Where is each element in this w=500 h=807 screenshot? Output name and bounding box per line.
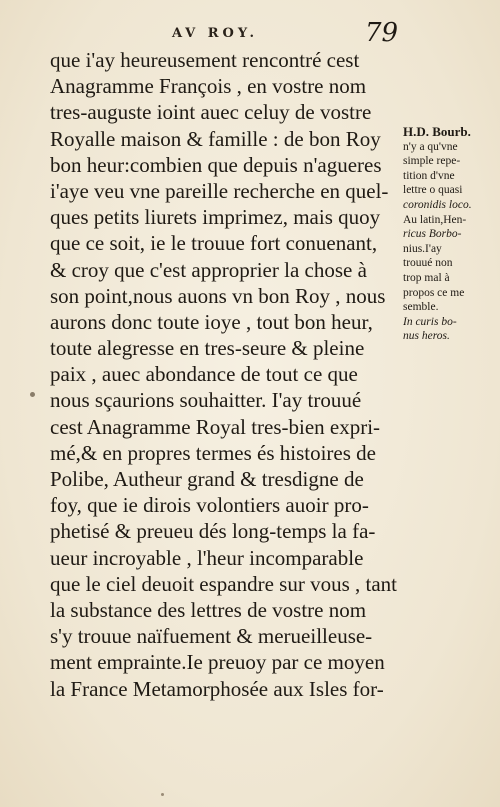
ink-speck [161, 793, 164, 796]
margin-note-line: nus heros. [403, 330, 450, 343]
text-line: phetisé & preueu dés long-temps la fa- [50, 519, 376, 544]
margin-note-line: Au latin,Hen- [403, 213, 467, 226]
text-line: que ce soit, ie le trouue fort conuenant, [50, 231, 378, 256]
text-line: tres-auguste ioint auec celuy de vostre [50, 100, 372, 125]
margin-note-line: tition d'vne [403, 169, 455, 182]
body-text [50, 47, 400, 702]
page-header [0, 18, 500, 48]
text-line: ment emprainte.Ie preuoy par ce moyen [50, 650, 385, 675]
margin-note-line: simple repe- [403, 155, 461, 168]
margin-note-line: lettre o quasi [403, 184, 463, 197]
text-line: la substance des lettres de vostre nom [50, 597, 367, 622]
text-line: s'y trouue naïfuement & merueilleuse- [50, 624, 373, 649]
text-line: paix , auec abondance de tout ce que [50, 362, 358, 387]
margin-note-line: H.D. Bourb. [403, 125, 471, 139]
text-line: la France Metamorphosée aux Isles for- [50, 676, 384, 701]
text-line: mé,& en propres termes és histoires de [50, 440, 376, 465]
margin-note-line: trop mal à [403, 271, 450, 284]
margin-note-line: n'y a qu'vne [403, 140, 458, 153]
ink-mark [30, 392, 35, 397]
text-line: & croy que c'est approprier la chose à [50, 257, 367, 282]
margin-note-line: ricus Borbo- [403, 228, 462, 241]
text-line: bon heur:combien que depuis n'agueres [50, 152, 382, 177]
text-line: Polibe, Autheur grand & tresdigne de [50, 467, 364, 491]
text-line: que le ciel deuoit espandre sur vous , tant [50, 571, 397, 596]
margin-note-line: nius.I'ay [403, 242, 442, 255]
text-line: aurons donc toute ioye , tout bon heur, [50, 309, 373, 334]
text-line: Royalle maison & famille : de bon Roy [50, 126, 381, 151]
margin-note-line: propos ce me [403, 286, 465, 299]
text-line: Anagramme François , en vostre nom [50, 74, 367, 99]
text-line: nous sçaurions souhaitter. I'ay trouué [50, 388, 362, 413]
text-line: foy, que ie dirois volontiers auoir pro- [50, 493, 369, 518]
text-line: que i'ay heureusement rencontré cest [50, 48, 360, 72]
margin-note-line: In curis bo- [403, 315, 457, 328]
text-line: ueur incroyable , l'heur incomparable [50, 545, 364, 570]
page-number: 79 [365, 18, 399, 48]
margin-notes [403, 125, 500, 344]
text-line: i'aye veu vne pareille recherche en quel- [50, 178, 389, 203]
running-head: AV ROY. [172, 26, 259, 41]
text-line: cest Anagramme Royal tres-bien expri- [50, 414, 381, 439]
margin-note-line: semble. [403, 301, 439, 314]
text-line: ques petits liurets imprimez, mais quoy [50, 205, 381, 230]
margin-note-line: coronidis loco. [403, 198, 472, 211]
text-line: son point,nous auons vn bon Roy , nous [50, 283, 386, 308]
margin-note-line: trouué non [403, 257, 453, 270]
text-line: toute alegresse en tres-seure & pleine [50, 336, 365, 361]
